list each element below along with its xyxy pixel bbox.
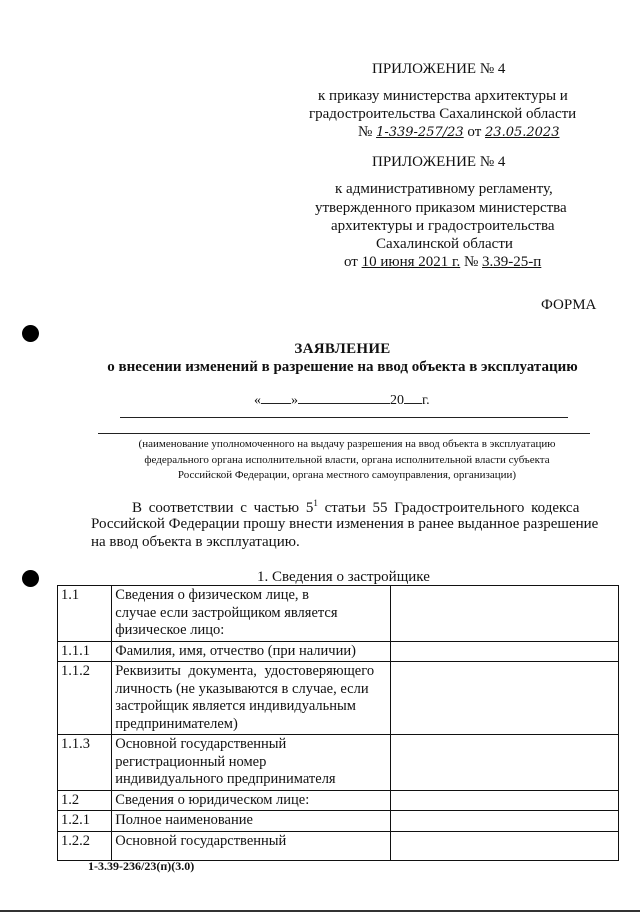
table-row xyxy=(58,831,619,860)
table-row xyxy=(58,586,619,642)
row-label: Сведения о юридическом лице: xyxy=(112,790,390,811)
appendix2-line1: к административному регламенту, xyxy=(335,181,553,197)
binder-hole-dot xyxy=(22,570,39,587)
row-number: 1.1 xyxy=(58,586,112,642)
regulation-date: 10 июня 2021 г. xyxy=(361,254,461,270)
row-number: 1.2.2 xyxy=(58,831,112,860)
section1-title: 1. Сведения о застройщике xyxy=(257,569,430,585)
appendix2-line2: утвержденного приказом министерства xyxy=(315,200,567,216)
appendix1-line2: градостроительства Сахалинской области xyxy=(309,106,577,122)
appendix1-line1: к приказу министерства архитектуры и xyxy=(318,88,568,104)
row-number: 1.1.2 xyxy=(58,662,112,735)
forma-label: ФОРМА xyxy=(541,297,597,313)
appendix1-title: ПРИЛОЖЕНИЕ № 4 xyxy=(372,61,506,77)
row-value-cell[interactable] xyxy=(390,735,618,791)
intro-line2: Российской Федерации прошу внести изменения в ранее выданное разрешение xyxy=(91,516,599,532)
date-quote-open: « xyxy=(254,393,261,408)
appendix2-date-line xyxy=(344,254,541,271)
appendix2-line3: архитектуры и градостроительства xyxy=(331,218,555,234)
binder-hole-dot xyxy=(22,325,39,342)
table-row xyxy=(58,641,619,662)
statement-date-blank xyxy=(254,393,430,409)
regulation-number: 3.39-25-п xyxy=(482,254,542,270)
table-row xyxy=(58,735,619,791)
authority-caption-line2: федерального органа исполнительной власти, органа исполнительной власти субъекта xyxy=(144,454,550,466)
row-label: Фамилия, имя, отчество (при наличии) xyxy=(112,641,390,662)
table-row xyxy=(58,662,619,735)
statement-title: ЗАЯВЛЕНИЕ xyxy=(294,341,391,357)
row-label: Сведения о физическом лице, в случае если застройщиком является физическое лицо: xyxy=(112,586,390,642)
row-value-cell[interactable] xyxy=(390,641,618,662)
row-number: 1.1.3 xyxy=(58,735,112,791)
num-prefix: № xyxy=(463,254,479,270)
order-date-handwritten: 23.05.2023 xyxy=(485,125,560,140)
authority-caption-line3: Российской Федерации, органа местного самоуправления, организации) xyxy=(177,469,517,481)
row-value-cell[interactable] xyxy=(390,811,618,832)
intro-line3: на ввод объекта в эксплуатацию. xyxy=(91,534,300,550)
scan-edge-line xyxy=(0,910,640,912)
authority-caption-line1: (наименование уполномоченного на выдачу разрешения на ввод объекта в эксплуатацию xyxy=(138,438,556,450)
row-value-cell[interactable] xyxy=(390,831,618,860)
row-value-cell[interactable] xyxy=(390,790,618,811)
appendix1-order xyxy=(358,124,559,141)
row-value-cell[interactable] xyxy=(390,586,618,642)
developer-info-table xyxy=(57,585,619,861)
intro-line1: В соответствии с частью $5^1$ статьи 55 Градостроительного кодекса xyxy=(132,498,580,516)
document-footer-code: 1-3.39-236/23(п)(3.0) xyxy=(88,859,195,873)
row-label: Реквизиты документа, удостоверяющего личность (не указываются в случае, если застройщик является индивидуальным предпринимателем) xyxy=(112,662,390,735)
row-label: Основной государственный регистрационный номер индивидуального предпринимателя xyxy=(112,735,390,791)
row-number: 1.2 xyxy=(58,790,112,811)
row-label: Полное наименование xyxy=(112,811,390,832)
authority-blank-line xyxy=(98,433,590,434)
year-suffix: г. xyxy=(422,393,430,408)
row-value-cell[interactable] xyxy=(390,662,618,735)
table-row xyxy=(58,790,619,811)
appendix2-title: ПРИЛОЖЕНИЕ № 4 xyxy=(372,154,506,170)
row-number: 1.2.1 xyxy=(58,811,112,832)
appendix2-line4: Сахалинской области xyxy=(376,236,513,252)
order-prefix: № xyxy=(358,124,373,140)
date-quote-close: » xyxy=(291,393,298,408)
row-number: 1.1.1 xyxy=(58,641,112,662)
order-number-handwritten: 1-339-257/23 xyxy=(376,125,464,140)
statement-subtitle: о внесении изменений в разрешение на ввод объекта в эксплуатацию xyxy=(107,359,578,375)
year-prefix: 20 xyxy=(390,393,404,408)
row-label: Основной государственный xyxy=(112,831,390,860)
date-prefix: от xyxy=(344,254,358,270)
order-mid: от xyxy=(467,124,482,140)
table-row xyxy=(58,811,619,832)
authority-blank-line xyxy=(120,417,568,418)
